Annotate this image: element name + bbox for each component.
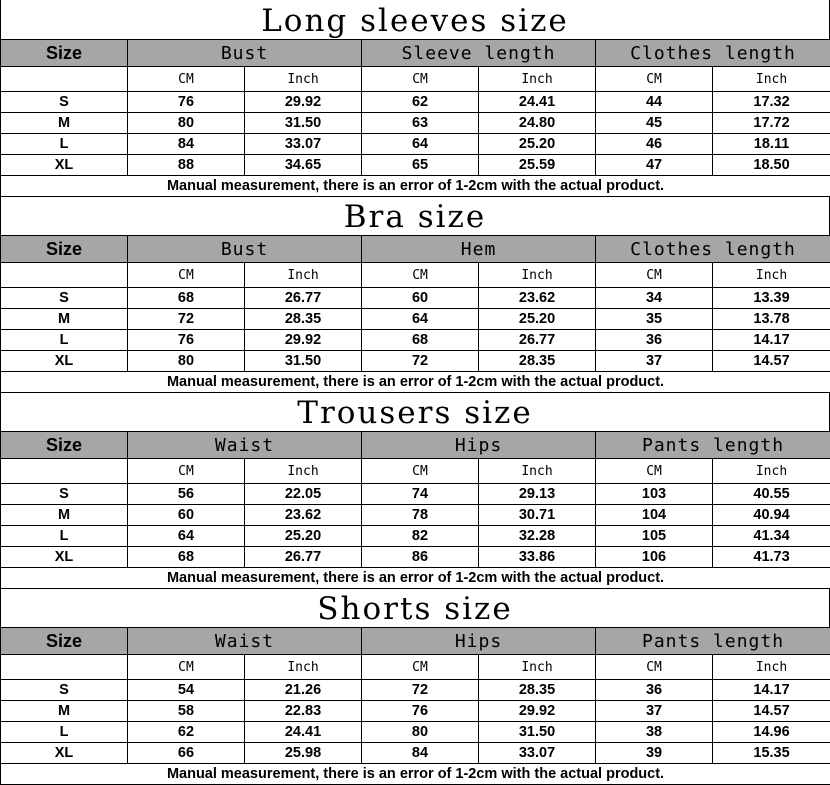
value-cell: 105 — [596, 526, 713, 547]
value-cell: 24.80 — [479, 113, 596, 134]
measurement-note: Manual measurement, there is an error of 1-2cm with the actual product. — [1, 764, 830, 785]
size-table — [0, 627, 830, 785]
size-cell: XL — [1, 743, 128, 764]
table-row — [1, 288, 830, 309]
group-header: Sleeve length — [362, 40, 596, 67]
value-cell: 68 — [128, 547, 245, 568]
unit-inch: Inch — [713, 655, 830, 680]
value-cell: 14.17 — [713, 330, 830, 351]
section-title: Shorts size — [0, 588, 830, 627]
value-cell: 54 — [128, 680, 245, 701]
measurement-note: Manual measurement, there is an error of 1-2cm with the actual product. — [1, 568, 830, 589]
value-cell: 63 — [362, 113, 479, 134]
value-cell: 36 — [596, 680, 713, 701]
size-table — [0, 431, 830, 589]
value-cell: 14.57 — [713, 701, 830, 722]
value-cell: 58 — [128, 701, 245, 722]
size-cell: XL — [1, 155, 128, 176]
units-blank — [1, 263, 128, 288]
value-cell: 84 — [362, 743, 479, 764]
table-row — [1, 134, 830, 155]
unit-cm: CM — [596, 655, 713, 680]
value-cell: 66 — [128, 743, 245, 764]
size-header: Size — [1, 236, 128, 263]
units-row — [1, 67, 830, 92]
section-title: Long sleeves size — [0, 0, 830, 39]
value-cell: 104 — [596, 505, 713, 526]
value-cell: 22.05 — [245, 484, 362, 505]
size-cell: XL — [1, 351, 128, 372]
value-cell: 76 — [128, 92, 245, 113]
value-cell: 36 — [596, 330, 713, 351]
size-cell: L — [1, 526, 128, 547]
value-cell: 29.13 — [479, 484, 596, 505]
value-cell: 25.98 — [245, 743, 362, 764]
value-cell: 30.71 — [479, 505, 596, 526]
value-cell: 47 — [596, 155, 713, 176]
value-cell: 33.86 — [479, 547, 596, 568]
units-blank — [1, 67, 128, 92]
value-cell: 46 — [596, 134, 713, 155]
value-cell: 64 — [128, 526, 245, 547]
value-cell: 31.50 — [479, 722, 596, 743]
measurement-note: Manual measurement, there is an error of 1-2cm with the actual product. — [1, 372, 830, 393]
value-cell: 82 — [362, 526, 479, 547]
unit-cm: CM — [128, 459, 245, 484]
value-cell: 80 — [128, 113, 245, 134]
value-cell: 22.83 — [245, 701, 362, 722]
value-cell: 41.34 — [713, 526, 830, 547]
unit-cm: CM — [596, 459, 713, 484]
value-cell: 24.41 — [245, 722, 362, 743]
value-cell: 23.62 — [479, 288, 596, 309]
table-row — [1, 113, 830, 134]
unit-inch: Inch — [479, 263, 596, 288]
value-cell: 74 — [362, 484, 479, 505]
unit-inch: Inch — [245, 67, 362, 92]
value-cell: 31.50 — [245, 113, 362, 134]
group-header: Bust — [128, 40, 362, 67]
value-cell: 37 — [596, 701, 713, 722]
value-cell: 34 — [596, 288, 713, 309]
value-cell: 76 — [362, 701, 479, 722]
size-table — [0, 235, 830, 393]
group-header: Hips — [362, 628, 596, 655]
shorts-section — [0, 588, 830, 785]
value-cell: 72 — [362, 680, 479, 701]
unit-inch: Inch — [713, 263, 830, 288]
value-cell: 56 — [128, 484, 245, 505]
value-cell: 26.77 — [245, 288, 362, 309]
value-cell: 32.28 — [479, 526, 596, 547]
size-cell: S — [1, 680, 128, 701]
value-cell: 64 — [362, 309, 479, 330]
value-cell: 17.72 — [713, 113, 830, 134]
value-cell: 38 — [596, 722, 713, 743]
value-cell: 29.92 — [479, 701, 596, 722]
value-cell: 25.20 — [245, 526, 362, 547]
unit-inch: Inch — [245, 655, 362, 680]
value-cell: 33.07 — [245, 134, 362, 155]
note-row — [1, 372, 830, 393]
note-row — [1, 568, 830, 589]
unit-cm: CM — [596, 67, 713, 92]
units-blank — [1, 459, 128, 484]
value-cell: 60 — [128, 505, 245, 526]
value-cell: 68 — [128, 288, 245, 309]
table-row — [1, 309, 830, 330]
value-cell: 26.77 — [479, 330, 596, 351]
unit-cm: CM — [128, 655, 245, 680]
group-header: Waist — [128, 628, 362, 655]
size-cell: S — [1, 288, 128, 309]
units-row — [1, 655, 830, 680]
value-cell: 86 — [362, 547, 479, 568]
table-row — [1, 484, 830, 505]
value-cell: 33.07 — [479, 743, 596, 764]
header-row — [1, 236, 830, 263]
value-cell: 60 — [362, 288, 479, 309]
table-row — [1, 547, 830, 568]
value-cell: 72 — [128, 309, 245, 330]
units-row — [1, 263, 830, 288]
value-cell: 88 — [128, 155, 245, 176]
size-cell: M — [1, 309, 128, 330]
value-cell: 14.17 — [713, 680, 830, 701]
size-cell: S — [1, 484, 128, 505]
value-cell: 103 — [596, 484, 713, 505]
value-cell: 25.59 — [479, 155, 596, 176]
size-header: Size — [1, 628, 128, 655]
long-sleeves-section — [0, 0, 830, 197]
unit-inch: Inch — [479, 459, 596, 484]
value-cell: 14.96 — [713, 722, 830, 743]
unit-inch: Inch — [245, 459, 362, 484]
value-cell: 21.26 — [245, 680, 362, 701]
value-cell: 84 — [128, 134, 245, 155]
value-cell: 18.50 — [713, 155, 830, 176]
value-cell: 29.92 — [245, 92, 362, 113]
group-header: Bust — [128, 236, 362, 263]
value-cell: 62 — [362, 92, 479, 113]
group-header: Hips — [362, 432, 596, 459]
group-header: Pants length — [596, 628, 830, 655]
value-cell: 76 — [128, 330, 245, 351]
table-row — [1, 92, 830, 113]
size-cell: XL — [1, 547, 128, 568]
value-cell: 28.35 — [245, 309, 362, 330]
value-cell: 64 — [362, 134, 479, 155]
value-cell: 80 — [128, 351, 245, 372]
size-cell: L — [1, 722, 128, 743]
value-cell: 44 — [596, 92, 713, 113]
table-row — [1, 505, 830, 526]
unit-cm: CM — [362, 655, 479, 680]
note-row — [1, 764, 830, 785]
value-cell: 17.32 — [713, 92, 830, 113]
table-row — [1, 351, 830, 372]
value-cell: 14.57 — [713, 351, 830, 372]
table-row — [1, 680, 830, 701]
group-header: Clothes length — [596, 236, 830, 263]
value-cell: 13.39 — [713, 288, 830, 309]
group-header: Waist — [128, 432, 362, 459]
size-cell: L — [1, 134, 128, 155]
value-cell: 28.35 — [479, 351, 596, 372]
unit-cm: CM — [362, 459, 479, 484]
table-row — [1, 330, 830, 351]
unit-inch: Inch — [713, 459, 830, 484]
value-cell: 13.78 — [713, 309, 830, 330]
unit-cm: CM — [362, 67, 479, 92]
unit-cm: CM — [596, 263, 713, 288]
value-cell: 31.50 — [245, 351, 362, 372]
size-cell: M — [1, 701, 128, 722]
value-cell: 62 — [128, 722, 245, 743]
table-row — [1, 722, 830, 743]
value-cell: 23.62 — [245, 505, 362, 526]
value-cell: 45 — [596, 113, 713, 134]
value-cell: 24.41 — [479, 92, 596, 113]
unit-inch: Inch — [479, 67, 596, 92]
bra-section — [0, 196, 830, 393]
value-cell: 80 — [362, 722, 479, 743]
units-blank — [1, 655, 128, 680]
unit-inch: Inch — [245, 263, 362, 288]
value-cell: 68 — [362, 330, 479, 351]
group-header: Hem — [362, 236, 596, 263]
value-cell: 37 — [596, 351, 713, 372]
measurement-note: Manual measurement, there is an error of 1-2cm with the actual product. — [1, 176, 830, 197]
header-row — [1, 40, 830, 67]
trousers-section — [0, 392, 830, 589]
group-header: Pants length — [596, 432, 830, 459]
section-title: Bra size — [0, 196, 830, 235]
note-row — [1, 176, 830, 197]
table-row — [1, 743, 830, 764]
value-cell: 40.55 — [713, 484, 830, 505]
size-header: Size — [1, 40, 128, 67]
size-table — [0, 39, 830, 197]
value-cell: 28.35 — [479, 680, 596, 701]
units-row — [1, 459, 830, 484]
unit-cm: CM — [128, 67, 245, 92]
header-row — [1, 628, 830, 655]
unit-cm: CM — [128, 263, 245, 288]
table-row — [1, 155, 830, 176]
value-cell: 35 — [596, 309, 713, 330]
value-cell: 41.73 — [713, 547, 830, 568]
size-cell: S — [1, 92, 128, 113]
size-cell: L — [1, 330, 128, 351]
value-cell: 25.20 — [479, 309, 596, 330]
size-cell: M — [1, 113, 128, 134]
value-cell: 25.20 — [479, 134, 596, 155]
value-cell: 65 — [362, 155, 479, 176]
unit-inch: Inch — [479, 655, 596, 680]
unit-cm: CM — [362, 263, 479, 288]
table-row — [1, 526, 830, 547]
value-cell: 15.35 — [713, 743, 830, 764]
header-row — [1, 432, 830, 459]
table-row — [1, 701, 830, 722]
group-header: Clothes length — [596, 40, 830, 67]
section-title: Trousers size — [0, 392, 830, 431]
value-cell: 26.77 — [245, 547, 362, 568]
value-cell: 39 — [596, 743, 713, 764]
size-cell: M — [1, 505, 128, 526]
value-cell: 34.65 — [245, 155, 362, 176]
value-cell: 78 — [362, 505, 479, 526]
value-cell: 18.11 — [713, 134, 830, 155]
unit-inch: Inch — [713, 67, 830, 92]
value-cell: 40.94 — [713, 505, 830, 526]
value-cell: 72 — [362, 351, 479, 372]
value-cell: 29.92 — [245, 330, 362, 351]
size-header: Size — [1, 432, 128, 459]
value-cell: 106 — [596, 547, 713, 568]
